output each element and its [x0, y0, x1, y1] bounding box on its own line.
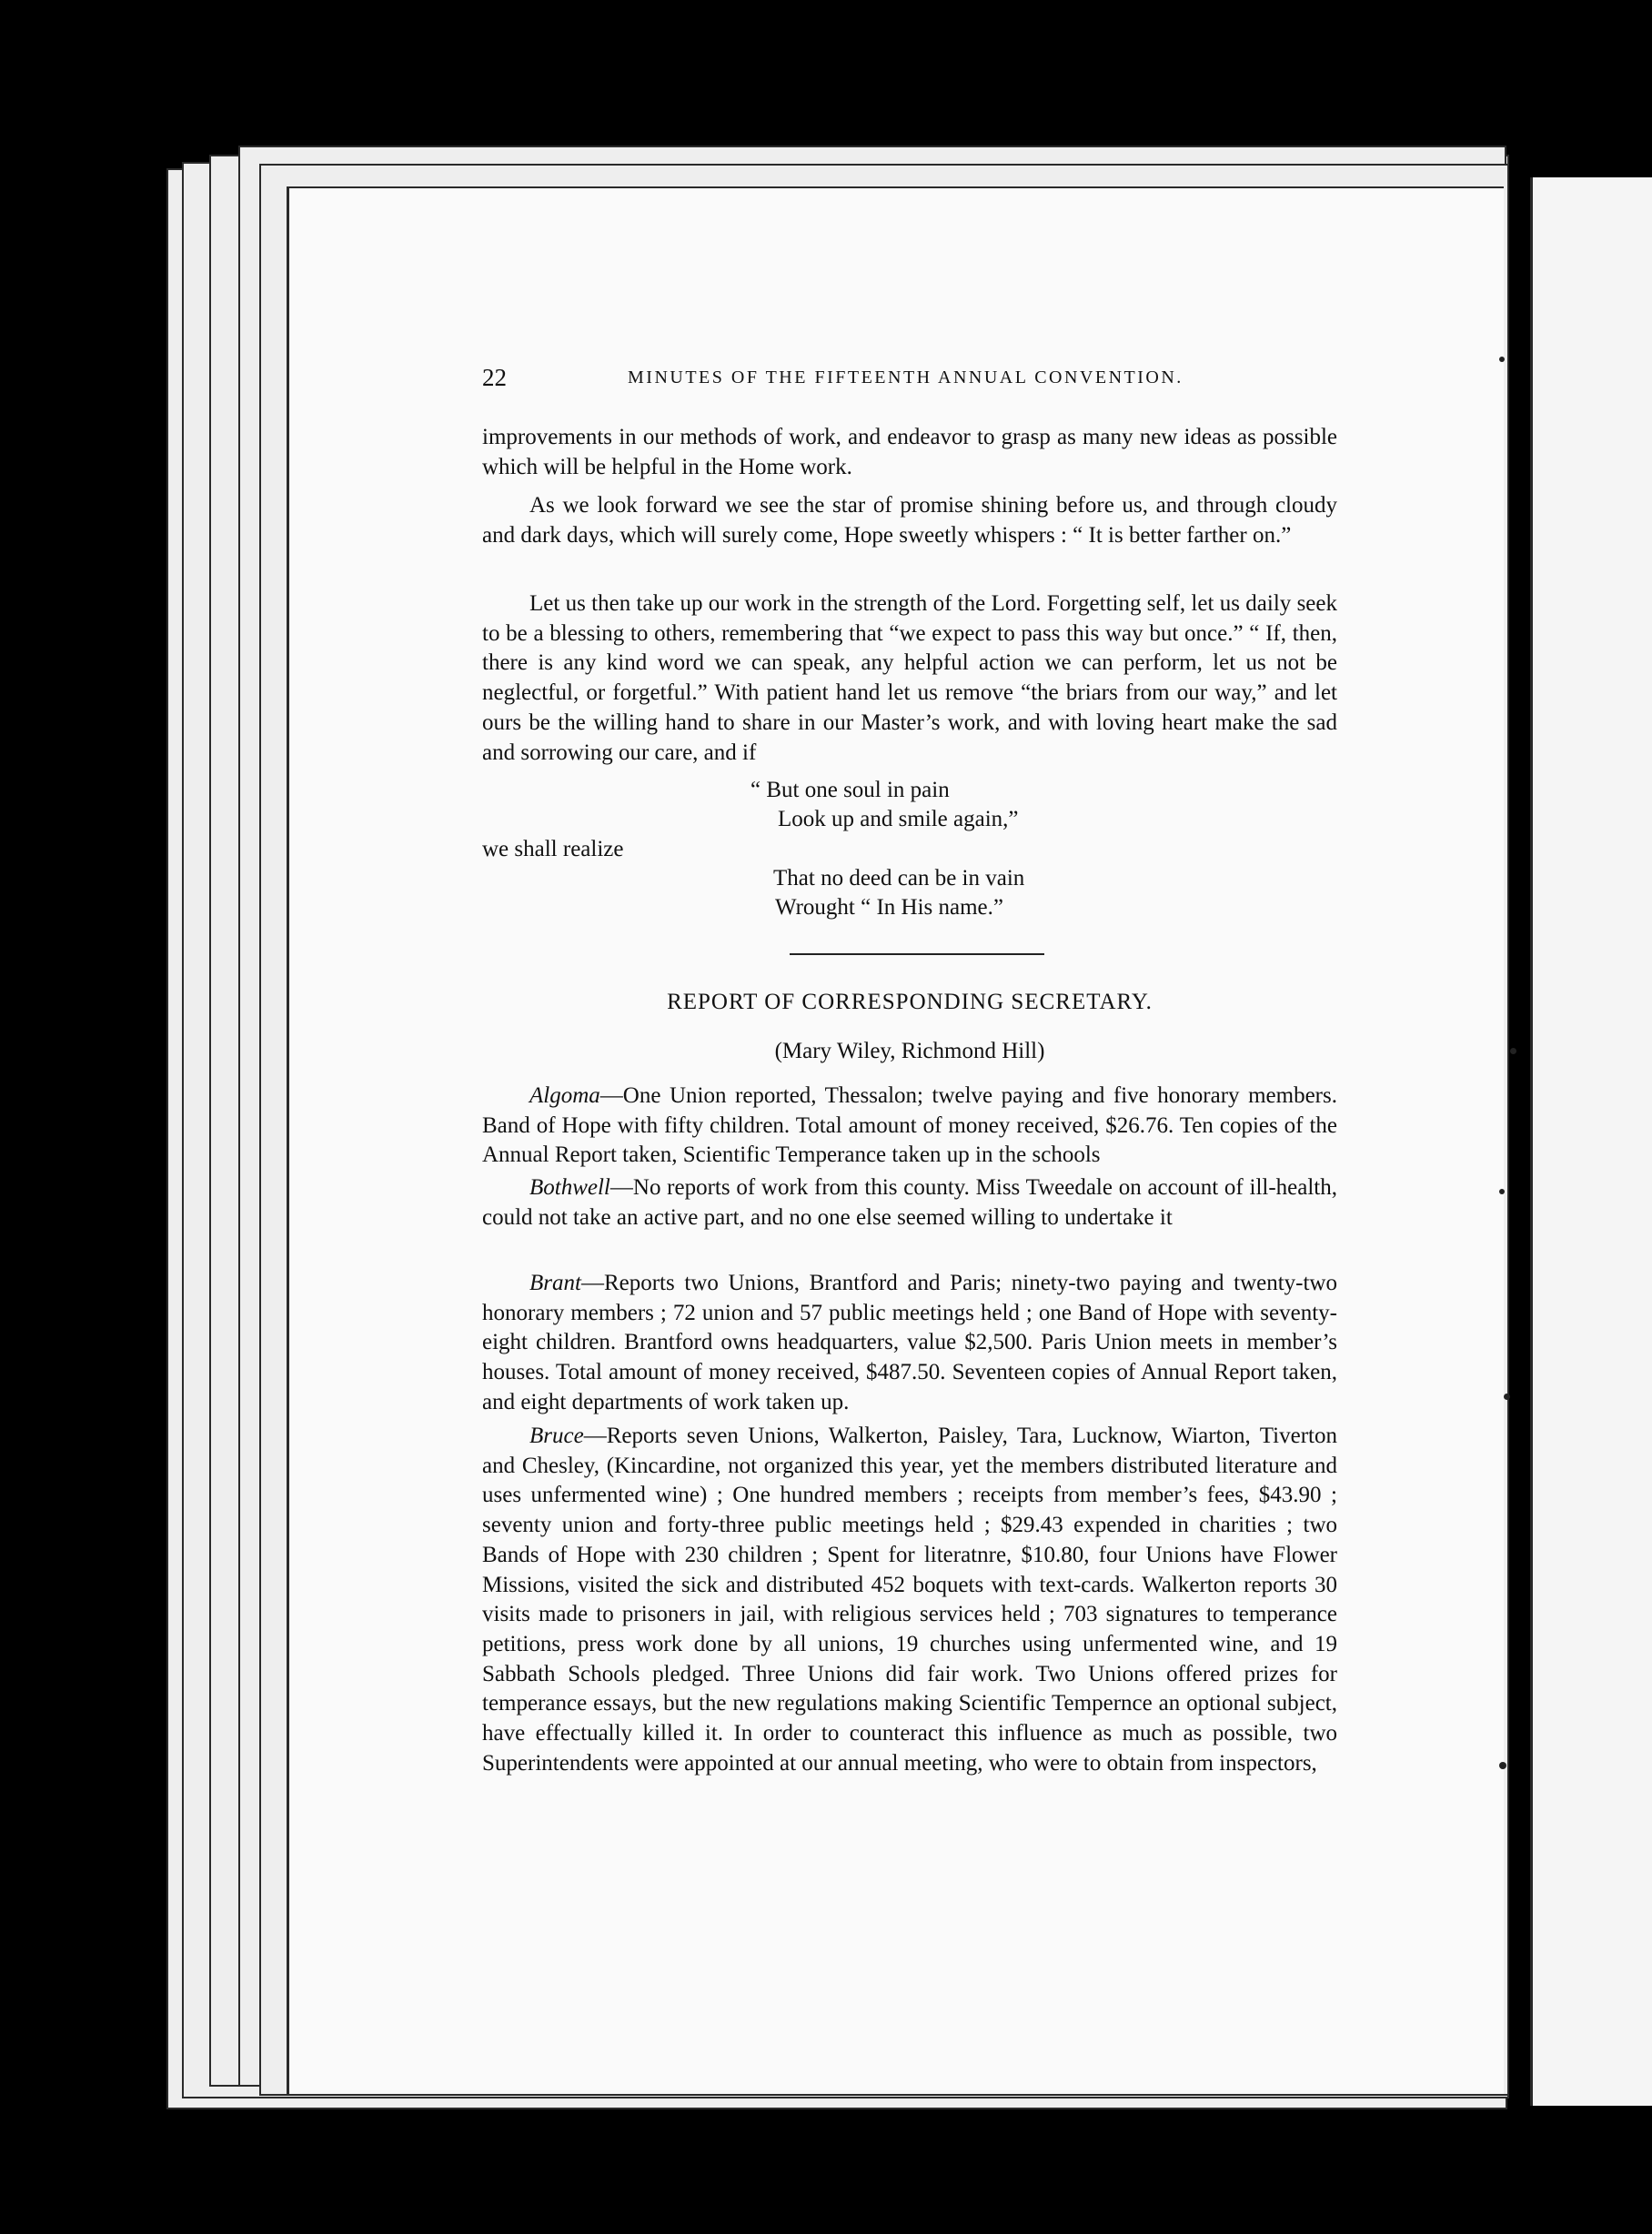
verse-line: That no deed can be in vain — [773, 866, 1025, 891]
facing-page-edge — [1530, 177, 1652, 2106]
paragraph-continuation: improvements in our methods of work, and endeavor to grasp as many new ideas as possible which will be helpful in the Home work. — [482, 425, 1337, 479]
verse-line: “ But one soul in pain — [750, 778, 950, 802]
section-divider — [790, 953, 1044, 955]
county-name: Bruce — [529, 1424, 584, 1448]
county-report — [482, 1269, 1337, 1418]
county-name: Brant — [529, 1271, 581, 1295]
section-title: REPORT OF CORRESPONDING SECRETARY. — [667, 990, 1153, 1014]
county-report-text: —No reports of work from this county. Miss Tweedale on account of ill-health, could not take an active part, and no one else seemed willing to undertake it — [482, 1175, 1337, 1230]
county-report — [482, 1422, 1337, 1778]
verse-lead-in: we shall realize — [482, 837, 624, 861]
county-report — [482, 1082, 1337, 1171]
verse-line: Look up and smile again,” — [778, 807, 1019, 831]
paragraph-strength-of-the-lord: Let us then take up our work in the strength of the Lord. Forgetting self, let us daily seek to be a blessing to others, remembering that “we expect to pass this way but once.” “ If, then, there is any kind word we can speak, any helpful action we can perform, let us not be neglectful, or forgetful.” With patient hand let us remove “the briars from our way,” and let ours be the willing hand to share in our Master’s work, and with loving heart make the sad and sorrowing our care, and if — [482, 591, 1337, 765]
page-number: 22 — [482, 364, 507, 391]
running-head: MINUTES OF THE FIFTEENTH ANNUAL CONVENTION. — [628, 367, 1184, 387]
county-name: Algoma — [529, 1083, 600, 1108]
section-byline: (Mary Wiley, Richmond Hill) — [774, 1039, 1045, 1063]
county-report-text: —Reports seven Unions, Walkerton, Paisley, Tara, Lucknow, Wiarton, Tiverton and Chesley, (Kincardine, not organized this year, yet the members distributed literature and uses unfermented wine) ; One hundred members ; receipts from member’s fees, $43.90 ; seventy union and forty-three public meetings held ; $29.43 expended in charities ; two Bands of Hope with 230 children ; Spent for literatnre, $10.80, four Unions have Flower Missions, visited the sick and distributed 452 boquets with text-cards. Walkerton reports 30 visits made to prisoners in jail, with religious services held ; 703 signatures to temperance petitions, press work done by all unions, 19 churches using unfermented wine, and 19 Sabbath Schools pledged. Three Unions did fair work. Two Unions offered prizes for temperance essays, but the new regulations making Scientific Tempernce an optional subject, have effectually killed it. In order to counteract this influence as much as possible, two Superintendents were appointed at our annual meeting, who were to obtain from inspectors, — [482, 1424, 1337, 1776]
county-report-text: —Reports two Unions, Brantford and Paris; ninety-two paying and twenty-two honorary members ; 72 union and 57 public meetings held ; one Band of Hope with seventy-eight children. Brantford owns headquarters, value $2,500. Paris Union meets in member’s houses. Total amount of money received, $487.50. Seventeen copies of Annual Report taken, and eight departments of work taken up. — [482, 1271, 1337, 1414]
verse-line: Wrought “ In His name.” — [775, 895, 1004, 920]
page-header — [482, 364, 1337, 400]
county-report-text: —One Union reported, Thessalon; twelve paying and five honorary members. Band of Hope with fifty children. Total amount of money received, $26.76. Ten copies of the Annual Report taken, Scientific Temperance taken up in the schools — [482, 1083, 1337, 1168]
county-report — [482, 1173, 1337, 1233]
paragraph-star-of-promise: As we look forward we see the star of promise shining before us, and through cloudy and dark days, which will surely come, Hope sweetly whispers : “ It is better farther on.” — [482, 493, 1337, 548]
county-name: Bothwell — [529, 1175, 610, 1200]
